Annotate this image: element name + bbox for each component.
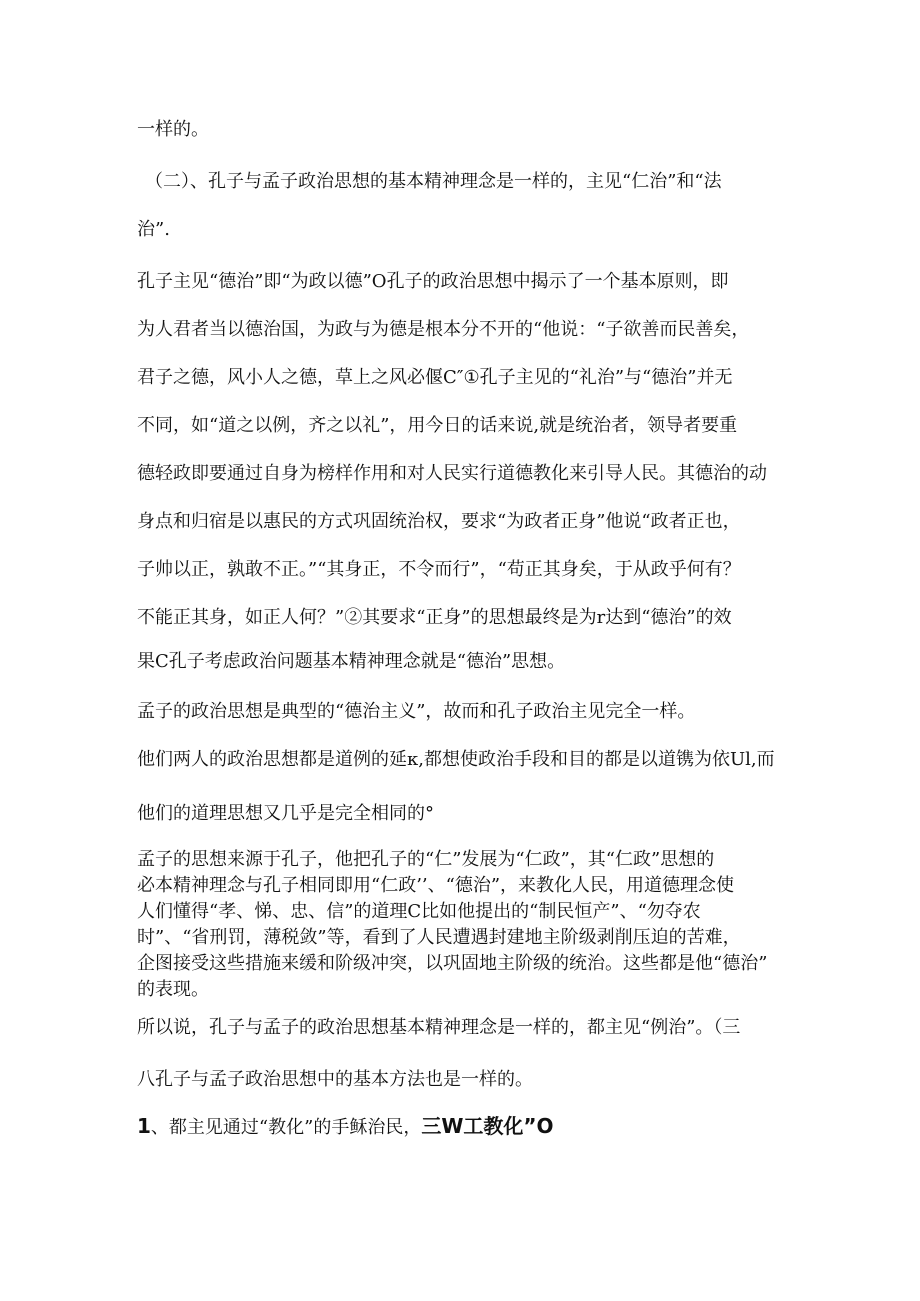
text-line: 不能正其身，如正人何？”②其要求“正身”的思想最终是为r达到“德治”的效 bbox=[137, 607, 732, 628]
paragraph-2-section-heading bbox=[137, 158, 797, 254]
text-line: （二）、孔子与孟子政治思想的基本精神理念是一样的，主见“仁治”和“法 bbox=[145, 171, 722, 192]
paragraph-6 bbox=[137, 847, 797, 1003]
text-line: 不同，如“道之以例，齐之以礼”，用今日的话来说,就是统治者，领导者要重 bbox=[137, 415, 738, 436]
text-line: 身点和归宿是以惠民的方式巩固统治权，要求“为政者正身”他说“政者正也， bbox=[137, 511, 741, 532]
text-line: 人们懂得“孝、悌、忠、信”的道理C比如他提出的“制民恒产”、“勿夺农 bbox=[137, 901, 701, 922]
text-line: 德轻政即要通过自身为榜样作用和对人民实行道德教化来引导人民。其德治的动 bbox=[137, 463, 767, 484]
text-line: 孔子主见“德治”即“为政以德”O孔子的政治思想中揭示了一个基本原则，即 bbox=[137, 271, 729, 292]
paragraph-3 bbox=[137, 258, 797, 682]
text-line: 他们的道理思想又几乎是完全相同的° bbox=[137, 803, 434, 824]
text-line: 为人君者当以德治国，为政与为德是根本分不开的“他说：“子欲善而民善矣， bbox=[137, 319, 750, 340]
text-line: 治”. bbox=[137, 219, 170, 240]
paragraph-1 bbox=[137, 106, 797, 154]
text-line: 他们两人的政治思想都是道例的延κ,都想使政治手段和目的都是以道镌为依Ul,而 bbox=[137, 749, 775, 770]
paragraph-5 bbox=[137, 736, 797, 838]
paragraph-4 bbox=[137, 688, 797, 736]
text-line: 果C孔子考虑政治问题基本精神理念就是“德治”思想。 bbox=[137, 651, 566, 672]
paragraph-7 bbox=[137, 1004, 797, 1104]
text-line: 子帅以正，孰敢不正。”“其身正，不令而行”，“苟正其身矣，于从政乎何有？ bbox=[137, 559, 741, 580]
text-line: 所以说，孔子与孟子的政治思想基本精神理念是一样的，都主见“例治”。（三 bbox=[137, 1017, 741, 1038]
item-number: 1 bbox=[137, 1114, 151, 1138]
text-line: 八孔子与孟子政治思想中的基本方法也是一样的。 bbox=[137, 1069, 533, 1090]
item-tail: 三W工教化”O bbox=[421, 1114, 554, 1138]
numbered-item-1 bbox=[137, 1102, 797, 1152]
text-line: 必本精神理念与孔子相同即用“仁政’’、“德治”，来教化人民，用道德理念使 bbox=[137, 875, 735, 896]
item-text: 、都主见通过“教化”的手稣治民， bbox=[150, 1117, 422, 1138]
text-line: 孟子的政治思想是典型的“德治主义”，故而和孔子政治主见完全一样。 bbox=[137, 701, 696, 722]
text-line: 君子之德，风小人之德，草上之风必偃C″①孔子主见的“礼治”与“德治”并无 bbox=[137, 367, 733, 388]
text-line: 孟子的思想来源于孔子，他把孔子的“仁”发展为“仁政”，其“仁政”思想的 bbox=[137, 849, 715, 870]
text-line: 企图接受这些措施来缓和阶级冲突，以巩固地主阶级的统治。这些都是他“德治” bbox=[137, 953, 768, 974]
text-line: 的表现。 bbox=[137, 979, 209, 1000]
text-line: 时”、“省刑罚，薄税敛”等，看到了人民遭遇封建地主阶级剥削压迫的苦难， bbox=[137, 927, 741, 948]
text-line: 一样的。 bbox=[137, 119, 209, 140]
